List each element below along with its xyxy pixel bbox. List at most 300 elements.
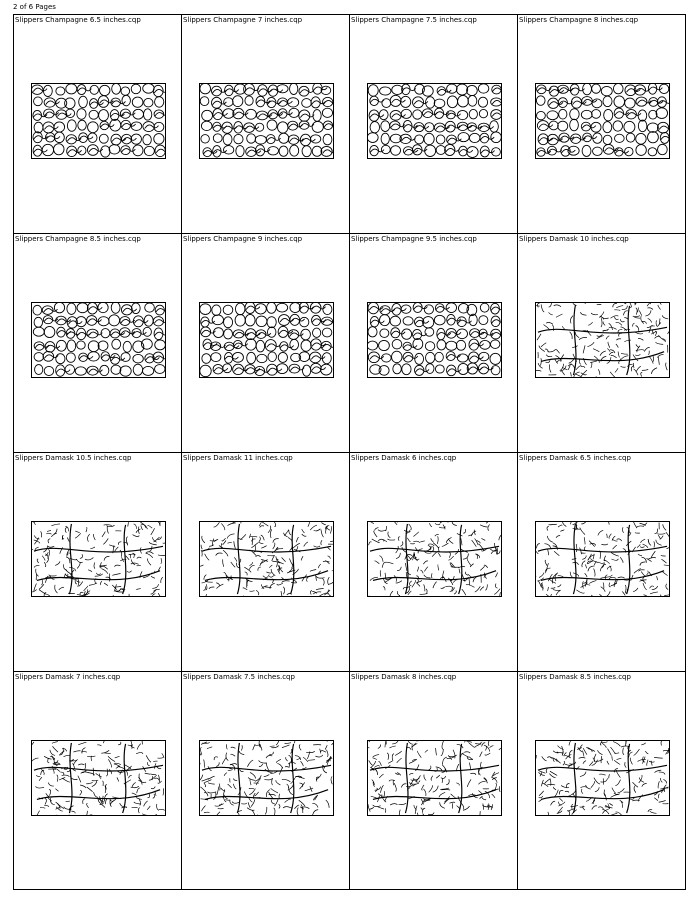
quilt-motif-leaf	[560, 364, 564, 371]
quilt-motif-leaf	[398, 537, 400, 541]
quilt-motif-circle	[368, 327, 377, 337]
quilt-motif-leaf	[249, 562, 252, 565]
quilt-motif-leaf	[545, 560, 547, 565]
quilt-motif-leaf	[106, 769, 107, 776]
quilt-motif-leaf	[265, 807, 267, 814]
quilt-motif-leaf	[48, 782, 54, 786]
quilt-motif-leaf	[226, 753, 228, 761]
quilt-motif-leaf	[417, 751, 421, 758]
quilt-motif-leaf	[463, 554, 468, 560]
quilt-motif-leaf	[537, 303, 539, 307]
quilt-motif-leaf	[314, 529, 321, 531]
quilt-motif-leaf	[313, 795, 317, 800]
quilt-motif-leaf	[424, 584, 425, 591]
quilt-motif-leaf	[556, 536, 560, 538]
quilt-motif-leaf	[441, 778, 443, 783]
quilt-motif-swirl	[155, 332, 165, 336]
quilt-motif-leaf	[600, 351, 606, 356]
quilt-motif-circle	[212, 315, 223, 325]
quilt-motif-leaf	[201, 747, 202, 754]
quilt-motif-leaf	[548, 349, 556, 352]
quilt-motif-leaf	[565, 791, 569, 792]
quilt-motif-leaf	[114, 586, 121, 587]
quilt-motif-circle	[145, 303, 155, 312]
quilt-motif-leaf	[548, 549, 549, 556]
quilt-motif-leaf	[224, 773, 227, 776]
quilt-motif-circle	[268, 352, 276, 362]
quilt-motif-circle	[99, 110, 109, 121]
quilt-motif-leaf	[72, 764, 74, 769]
quilt-motif-leaf	[468, 742, 475, 747]
quilt-motif-leaf	[66, 801, 70, 802]
quilt-motif-circle	[323, 134, 332, 145]
quilt-motif-leaf	[271, 745, 278, 747]
quilt-motif-leaf	[250, 591, 255, 592]
quilt-motif-circle	[33, 305, 42, 315]
quilt-motif-leaf	[609, 583, 611, 587]
quilt-motif-circle	[490, 121, 499, 132]
quilt-motif-leaf	[494, 589, 500, 595]
quilt-motif-leaf	[433, 582, 437, 589]
quilt-motif-circle	[223, 364, 232, 373]
quilt-motif-circle	[255, 145, 264, 156]
quilt-pattern-drawing	[368, 84, 501, 158]
quilt-motif-leaf	[55, 789, 58, 792]
quilt-motif-leaf	[399, 803, 406, 804]
quilt-motif-swirl	[225, 89, 239, 93]
quilt-motif-leaf	[660, 778, 662, 782]
quilt-motif-leaf	[451, 794, 456, 798]
quilt-motif-leaf	[647, 571, 649, 575]
quilt-motif-circle	[112, 84, 121, 94]
quilt-motif-leaf	[94, 792, 98, 797]
quilt-motif-leaf	[663, 779, 666, 783]
quilt-motif-leaf	[428, 544, 434, 546]
quilt-motif-leaf	[284, 529, 288, 535]
quilt-motif-leaf	[431, 573, 432, 577]
quilt-motif-leaf	[485, 753, 491, 755]
quilt-vine-line	[69, 743, 72, 813]
quilt-motif-circle	[479, 352, 489, 361]
quilt-motif-leaf	[601, 756, 602, 763]
quilt-motif-circle	[547, 111, 558, 120]
quilt-motif-leaf	[624, 340, 631, 342]
quilt-pattern-drawing	[536, 84, 669, 158]
design-preview-thumbnail	[31, 521, 166, 597]
design-cell	[14, 672, 182, 889]
quilt-motif-circle	[66, 353, 75, 363]
page-indicator: 2 of 6 Pages	[13, 3, 56, 11]
quilt-motif-leaf	[637, 545, 640, 548]
quilt-motif-leaf	[549, 364, 551, 372]
quilt-motif-leaf	[289, 530, 291, 535]
quilt-motif-leaf	[598, 369, 600, 374]
quilt-motif-leaf	[301, 761, 304, 766]
quilt-motif-leaf	[449, 802, 454, 803]
quilt-motif-leaf	[621, 353, 628, 354]
quilt-motif-circle	[67, 340, 76, 352]
quilt-motif-swirl	[245, 88, 259, 92]
quilt-motif-circle	[436, 146, 445, 155]
quilt-motif-circle	[458, 95, 469, 106]
quilt-motif-leaf	[584, 537, 585, 544]
quilt-motif-circle	[638, 110, 647, 121]
design-filename-label: Slippers Champagne 7.5 inches.cqp	[351, 16, 477, 24]
quilt-motif-leaf	[636, 344, 639, 347]
quilt-motif-leaf	[288, 537, 292, 541]
quilt-motif-leaf	[603, 582, 604, 588]
quilt-motif-leaf	[457, 744, 463, 748]
quilt-vine-line	[373, 571, 496, 581]
quilt-motif-leaf	[71, 759, 74, 762]
quilt-motif-leaf	[417, 579, 419, 584]
quilt-vine-line	[291, 744, 294, 813]
quilt-motif-leaf	[463, 529, 465, 533]
quilt-motif-leaf	[556, 591, 560, 595]
quilt-motif-leaf	[591, 362, 592, 368]
quilt-motif-circle	[278, 352, 287, 362]
quilt-motif-leaf	[546, 769, 547, 773]
quilt-motif-leaf	[297, 808, 298, 815]
design-preview-thumbnail	[367, 521, 502, 597]
quilt-motif-leaf	[106, 525, 114, 526]
quilt-motif-swirl	[122, 123, 136, 127]
design-filename-label: Slippers Damask 6 inches.cqp	[351, 454, 457, 462]
quilt-motif-leaf	[658, 357, 659, 365]
quilt-motif-leaf	[587, 342, 594, 346]
quilt-vine-line	[573, 305, 576, 375]
quilt-motif-leaf	[233, 778, 237, 780]
quilt-motif-circle	[648, 148, 657, 156]
design-preview-thumbnail	[31, 302, 166, 378]
quilt-motif-leaf	[438, 565, 439, 571]
quilt-motif-leaf	[437, 536, 438, 544]
quilt-motif-leaf	[215, 804, 222, 807]
quilt-motif-leaf	[448, 556, 453, 560]
quilt-motif-leaf	[399, 810, 400, 815]
quilt-motif-leaf	[51, 524, 60, 526]
quilt-motif-leaf	[259, 764, 263, 767]
quilt-motif-leaf	[581, 789, 583, 794]
quilt-motif-leaf	[374, 766, 379, 768]
quilt-motif-swirl	[470, 343, 484, 347]
quilt-motif-circle	[245, 314, 255, 325]
quilt-motif-circle	[446, 111, 455, 119]
quilt-motif-leaf	[620, 557, 623, 562]
quilt-pattern-drawing	[536, 303, 669, 377]
design-preview-thumbnail	[535, 740, 670, 816]
quilt-motif-circle	[302, 99, 312, 108]
quilt-motif-leaf	[282, 779, 291, 781]
quilt-motif-leaf	[226, 744, 227, 749]
quilt-motif-leaf	[34, 535, 39, 539]
quilt-motif-leaf	[378, 744, 381, 748]
quilt-motif-circle	[478, 97, 487, 107]
quilt-motif-swirl	[481, 150, 495, 154]
quilt-motif-leaf	[591, 595, 598, 596]
quilt-motif-leaf	[538, 363, 543, 368]
quilt-motif-leaf	[551, 801, 556, 805]
quilt-motif-leaf	[378, 807, 385, 809]
quilt-motif-leaf	[611, 559, 618, 561]
quilt-motif-leaf	[330, 541, 333, 542]
quilt-motif-circle	[413, 110, 422, 119]
quilt-motif-leaf	[612, 788, 616, 794]
quilt-motif-leaf	[638, 307, 639, 312]
quilt-motif-leaf	[60, 772, 64, 775]
quilt-motif-circle	[33, 327, 44, 336]
quilt-motif-swirl	[57, 331, 71, 335]
quilt-motif-leaf	[222, 538, 226, 541]
quilt-motif-swirl	[247, 150, 261, 154]
quilt-motif-leaf	[258, 567, 261, 571]
quilt-pattern-drawing	[32, 84, 165, 158]
quilt-motif-leaf	[205, 554, 210, 561]
quilt-motif-circle	[256, 96, 265, 107]
quilt-motif-leaf	[659, 772, 665, 774]
quilt-motif-leaf	[397, 758, 402, 763]
quilt-motif-circle	[154, 134, 164, 145]
quilt-motif-leaf	[78, 742, 86, 745]
quilt-motif-circle	[656, 108, 667, 119]
quilt-motif-leaf	[65, 527, 67, 533]
quilt-motif-circle	[437, 340, 446, 350]
quilt-motif-circle	[614, 96, 625, 107]
quilt-motif-leaf	[425, 750, 428, 753]
quilt-motif-circle	[277, 364, 288, 374]
quilt-motif-leaf	[406, 563, 407, 571]
quilt-motif-leaf	[571, 372, 572, 376]
quilt-motif-leaf	[36, 786, 45, 788]
quilt-motif-leaf	[86, 811, 88, 815]
quilt-motif-leaf	[656, 342, 664, 344]
design-cell	[14, 453, 182, 672]
quilt-motif-leaf	[442, 543, 449, 546]
quilt-motif-leaf	[137, 788, 140, 793]
quilt-motif-circle	[402, 364, 411, 375]
quilt-motif-leaf	[50, 798, 54, 805]
quilt-motif-swirl	[627, 113, 641, 117]
quilt-motif-leaf	[657, 534, 665, 535]
quilt-motif-leaf	[219, 784, 220, 791]
quilt-motif-leaf	[653, 356, 654, 362]
quilt-motif-leaf	[151, 576, 155, 578]
quilt-motif-leaf	[321, 523, 325, 525]
quilt-motif-circle	[393, 364, 401, 374]
quilt-motif-leaf	[492, 794, 495, 798]
quilt-motif-leaf	[232, 802, 239, 804]
quilt-motif-circle	[235, 314, 245, 326]
quilt-motif-swirl	[312, 367, 326, 371]
quilt-motif-leaf	[476, 554, 479, 558]
quilt-motif-leaf	[269, 752, 273, 755]
quilt-motif-circle	[247, 134, 256, 143]
quilt-motif-leaf	[99, 565, 107, 566]
quilt-motif-leaf	[389, 746, 395, 748]
quilt-motif-leaf	[583, 761, 586, 764]
quilt-motif-leaf	[593, 349, 599, 352]
quilt-motif-leaf	[267, 555, 273, 556]
quilt-motif-leaf	[462, 589, 466, 595]
quilt-motif-leaf	[312, 810, 318, 815]
quilt-motif-circle	[255, 136, 266, 145]
quilt-motif-swirl	[34, 149, 48, 153]
quilt-motif-circle	[479, 316, 488, 325]
quilt-motif-leaf	[105, 786, 106, 793]
quilt-motif-leaf	[609, 803, 613, 805]
quilt-motif-leaf	[103, 538, 108, 544]
quilt-motif-leaf	[297, 758, 301, 760]
quilt-motif-leaf	[397, 772, 400, 775]
quilt-motif-leaf	[287, 784, 289, 788]
quilt-motif-leaf	[251, 799, 255, 806]
design-preview-thumbnail	[199, 521, 334, 597]
quilt-motif-leaf	[652, 586, 658, 590]
quilt-motif-leaf	[208, 776, 215, 779]
quilt-motif-circle	[67, 120, 76, 131]
quilt-pattern-drawing	[200, 303, 333, 377]
quilt-motif-leaf	[87, 803, 89, 807]
quilt-motif-circle	[624, 121, 635, 132]
quilt-motif-leaf	[379, 774, 383, 778]
quilt-motif-circle	[380, 329, 389, 338]
quilt-motif-leaf	[658, 535, 660, 539]
quilt-motif-circle	[77, 303, 88, 313]
quilt-motif-circle	[380, 87, 391, 95]
quilt-motif-leaf	[69, 567, 76, 571]
quilt-motif-leaf	[92, 780, 98, 781]
quilt-motif-leaf	[635, 354, 640, 355]
quilt-motif-leaf	[78, 764, 84, 765]
quilt-motif-leaf	[36, 775, 40, 777]
quilt-motif-circle	[245, 96, 253, 105]
quilt-motif-leaf	[393, 522, 397, 525]
quilt-motif-leaf	[394, 783, 396, 791]
quilt-motif-leaf	[115, 756, 120, 758]
quilt-motif-leaf	[607, 534, 608, 538]
quilt-motif-circle	[267, 120, 277, 130]
quilt-motif-leaf	[59, 751, 64, 756]
quilt-motif-leaf	[545, 779, 551, 784]
quilt-motif-circle	[44, 366, 53, 375]
quilt-motif-leaf	[553, 589, 561, 590]
quilt-motif-circle	[111, 303, 120, 313]
quilt-motif-leaf	[75, 533, 81, 538]
quilt-motif-leaf	[611, 583, 617, 586]
quilt-motif-leaf	[329, 580, 333, 585]
quilt-motif-swirl	[112, 101, 126, 105]
quilt-motif-leaf	[107, 526, 108, 533]
quilt-motif-leaf	[316, 575, 317, 581]
quilt-motif-leaf	[664, 593, 669, 595]
quilt-motif-circle	[480, 146, 489, 157]
quilt-motif-circle	[155, 305, 164, 315]
quilt-motif-circle	[233, 96, 243, 107]
quilt-motif-leaf	[102, 569, 108, 574]
quilt-vine-line	[405, 524, 408, 594]
quilt-vine-line	[202, 765, 331, 771]
quilt-motif-leaf	[570, 522, 571, 524]
quilt-motif-leaf	[561, 355, 564, 362]
quilt-motif-leaf	[594, 778, 600, 784]
quilt-motif-leaf	[93, 534, 95, 540]
quilt-motif-circle	[312, 121, 323, 132]
quilt-motif-circle	[144, 315, 153, 326]
quilt-motif-circle	[144, 109, 152, 120]
quilt-motif-leaf	[642, 369, 648, 370]
quilt-motif-leaf	[606, 336, 609, 340]
quilt-motif-leaf	[566, 783, 569, 787]
quilt-motif-swirl	[649, 87, 663, 91]
quilt-motif-leaf	[609, 813, 617, 815]
quilt-motif-leaf	[94, 563, 95, 569]
quilt-motif-leaf	[562, 522, 566, 526]
quilt-motif-leaf	[562, 367, 567, 370]
quilt-motif-circle	[392, 303, 401, 315]
quilt-motif-circle	[77, 341, 85, 349]
quilt-motif-circle	[144, 146, 154, 155]
quilt-motif-leaf	[283, 587, 284, 594]
quilt-motif-leaf	[45, 799, 46, 805]
quilt-motif-circle	[143, 135, 151, 145]
quilt-motif-swirl	[392, 114, 406, 118]
quilt-motif-leaf	[598, 530, 603, 535]
quilt-motif-leaf	[62, 778, 70, 782]
quilt-motif-circle	[603, 122, 612, 133]
quilt-motif-leaf	[272, 561, 280, 563]
design-cell	[518, 234, 685, 453]
quilt-motif-leaf	[598, 807, 603, 809]
quilt-motif-leaf	[610, 747, 615, 754]
quilt-motif-leaf	[32, 758, 39, 762]
quilt-motif-swirl	[100, 124, 114, 128]
design-cell	[350, 672, 518, 889]
quilt-motif-circle	[456, 340, 465, 350]
quilt-motif-circle	[479, 109, 487, 117]
quilt-motif-leaf	[647, 325, 653, 327]
quilt-motif-circle	[491, 132, 501, 143]
quilt-motif-leaf	[204, 575, 206, 580]
quilt-motif-circle	[401, 109, 411, 118]
quilt-motif-leaf	[34, 522, 36, 525]
quilt-motif-leaf	[585, 565, 586, 569]
quilt-motif-circle	[202, 354, 211, 364]
quilt-motif-leaf	[594, 569, 595, 577]
quilt-motif-leaf	[331, 741, 333, 745]
quilt-motif-swirl	[659, 126, 669, 130]
quilt-motif-leaf	[554, 305, 561, 307]
quilt-motif-leaf	[276, 780, 281, 785]
quilt-motif-leaf	[204, 594, 206, 596]
quilt-motif-leaf	[368, 741, 370, 742]
quilt-motif-leaf	[608, 749, 612, 756]
quilt-motif-circle	[212, 305, 221, 316]
quilt-motif-circle	[34, 97, 43, 106]
quilt-motif-leaf	[591, 313, 598, 315]
quilt-motif-leaf	[316, 589, 324, 590]
quilt-motif-leaf	[547, 587, 548, 591]
quilt-motif-swirl	[661, 136, 669, 140]
design-preview-thumbnail	[535, 302, 670, 378]
quilt-motif-leaf	[435, 523, 440, 524]
quilt-motif-leaf	[615, 780, 620, 786]
quilt-motif-leaf	[216, 553, 223, 556]
quilt-motif-leaf	[392, 741, 398, 744]
quilt-motif-swirl	[492, 113, 501, 117]
quilt-motif-circle	[403, 317, 413, 325]
quilt-motif-leaf	[617, 539, 622, 541]
quilt-motif-circle	[88, 122, 99, 133]
